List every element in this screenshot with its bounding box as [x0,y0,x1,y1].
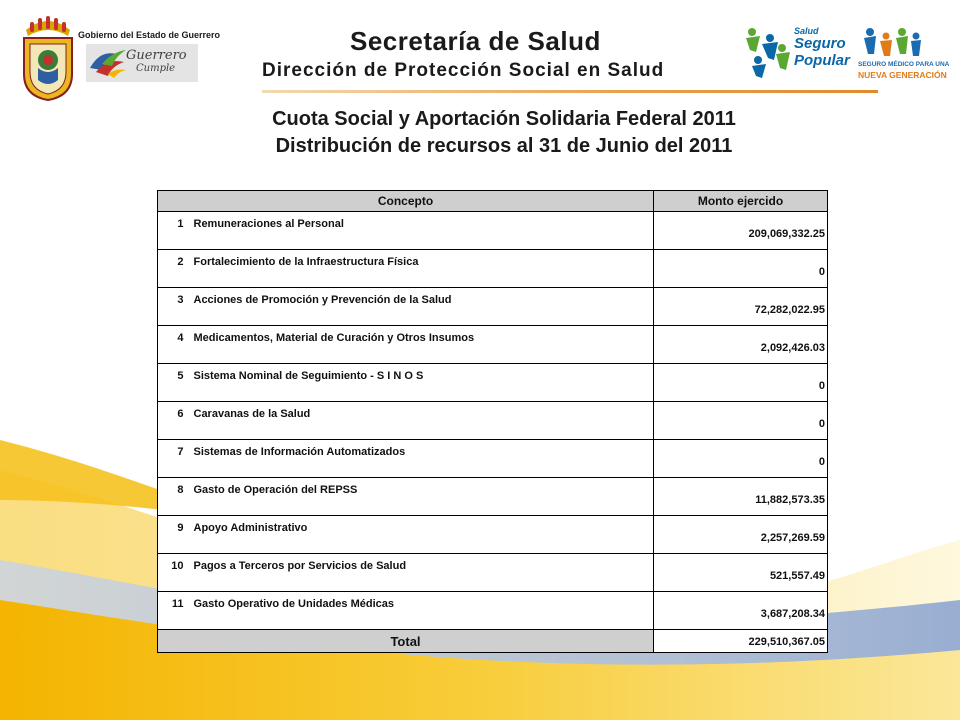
row-amount: 209,069,332.25 [654,212,828,250]
smng-logo-line1: SEGURO MÉDICO PARA UNA [858,61,950,68]
row-number: 11 [158,592,184,630]
column-header-amount: Monto ejercido [654,191,828,212]
page-subtitle: Dirección de Protección Social en Salud [262,60,665,81]
seguro-popular-logo [742,24,848,78]
budget-table [157,190,828,653]
row-amount: 0 [654,364,828,402]
table-row [158,212,828,250]
document-title [0,106,960,160]
row-number: 9 [158,516,184,554]
government-label: Gobierno del Estado de Guerrero [78,30,221,40]
table-row [158,478,828,516]
row-number: 5 [158,364,184,402]
table-row [158,592,828,630]
total-label: Total [158,630,654,653]
row-amount: 0 [654,402,828,440]
row-concept: Gasto Operativo de Unidades Médicas [184,592,654,630]
row-concept: Fortalecimiento de la Infraestructura Física [184,250,654,288]
row-concept: Remuneraciones al Personal [184,212,654,250]
table-row [158,554,828,592]
table-row [158,516,828,554]
row-amount: 11,882,573.35 [654,478,828,516]
table-row [158,288,828,326]
row-number: 10 [158,554,184,592]
row-amount: 2,092,426.03 [654,326,828,364]
guerrero-crest-logo [18,16,78,102]
seguro-medico-nueva-generacion-logo [858,26,958,90]
row-amount: 2,257,269.59 [654,516,828,554]
row-amount: 72,282,022.95 [654,288,828,326]
table-header-row [158,191,828,212]
sp-logo-salud: Salud [794,26,819,36]
budget-table-body [158,212,828,653]
row-number: 4 [158,326,184,364]
smng-logo-line2: NUEVA GENERACIÓN [858,70,947,80]
row-number: 8 [158,478,184,516]
gc-logo-word1: Guerrero [126,48,187,63]
header-divider [262,90,878,93]
row-number: 3 [158,288,184,326]
row-number: 7 [158,440,184,478]
row-number: 6 [158,402,184,440]
row-concept: Apoyo Administrativo [184,516,654,554]
page-title: Secretaría de Salud [350,26,601,56]
table-row [158,250,828,288]
row-concept: Caravanas de la Salud [184,402,654,440]
row-concept: Acciones de Promoción y Prevención de la Salud [184,288,654,326]
table-total-row [158,630,828,653]
gc-logo-word2: Cumple [136,63,176,74]
sp-logo-popular: Popular [794,52,850,69]
row-amount: 521,557.49 [654,554,828,592]
row-concept: Pagos a Terceros por Servicios de Salud [184,554,654,592]
document-title-line2: Distribución de recursos al 31 de Junio del 2011 [275,135,733,157]
row-amount: 3,687,208.34 [654,592,828,630]
table-row [158,364,828,402]
row-amount: 0 [654,250,828,288]
row-concept: Medicamentos, Material de Curación y Otros Insumos [184,326,654,364]
document-title-line1: Cuota Social y Aportación Solidaria Federal 2011 [272,108,736,130]
guerrero-cumple-logo [86,44,198,82]
row-concept: Gasto de Operación del REPSS [184,478,654,516]
table-row [158,402,828,440]
row-number: 1 [158,212,184,250]
column-header-concept: Concepto [158,191,654,212]
row-concept: Sistemas de Información Automatizados [184,440,654,478]
row-amount: 0 [654,440,828,478]
table-row [158,326,828,364]
sp-logo-seguro: Seguro [794,35,846,52]
total-amount: 229,510,367.05 [654,630,828,653]
table-row [158,440,828,478]
row-number: 2 [158,250,184,288]
row-concept: Sistema Nominal de Seguimiento - S I N O S [184,364,654,402]
